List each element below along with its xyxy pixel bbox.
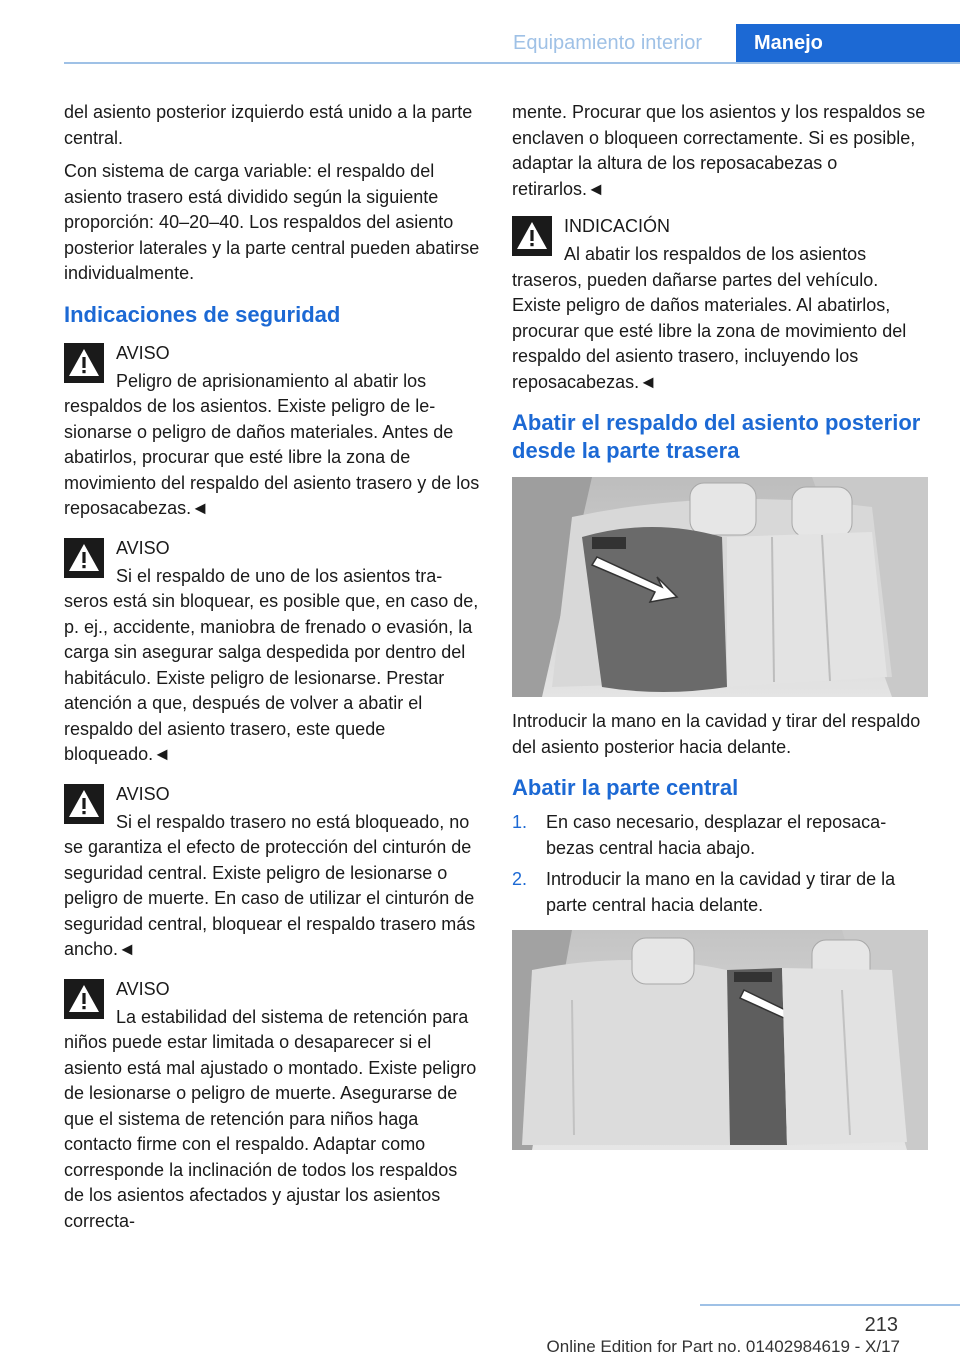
section-heading: Abatir la parte central: [512, 775, 739, 800]
header-chapter-tab[interactable]: Manejo: [736, 24, 960, 64]
section-heading: Abatir el respaldo del asiento posterior desde la parte trasera: [512, 410, 921, 463]
warning-notice: [64, 339, 480, 522]
warning-triangle-icon: [64, 538, 104, 578]
page-number: 213: [864, 1314, 898, 1336]
step-number: 1.: [512, 812, 528, 832]
center-section-illustration: [512, 930, 928, 1150]
notice-title: INDICACIÓN: [564, 216, 671, 236]
section-heading: Indicaciones de seguridad: [64, 301, 341, 327]
notice-title: AVISO: [116, 783, 170, 804]
notice-title: AVISO: [116, 978, 170, 999]
paragraph: del asiento posterior izquierdo está unido a la parte central.: [64, 102, 473, 148]
warning-triangle-icon: [512, 216, 552, 256]
paragraph: mente. Procurar que los asientos y los respaldos se enclaven o bloqueen correctamente. Si es posible, adaptar la altura de los reposacabezas o retirarlos.◄: [512, 102, 926, 199]
warning-notice: [64, 780, 480, 963]
step-text: Introducir la mano en la cavidad y tirar de la parte central hacia delante.: [546, 869, 896, 915]
footer-edition-text: Online Edition for Part no. 01402984619 - X/17: [546, 1337, 900, 1356]
notice-title: AVISO: [116, 342, 170, 363]
notice-body: Al abatir los respaldos de los asientos traseros, pueden dañarse partes del vehículo. Existe peligro de daños materiales. Al abatirlos, procurar que esté libre la zona de movimiento del respaldo del asiento trasero, incluyendo los reposacabezas.◄: [512, 244, 907, 392]
warning-notice: [64, 534, 480, 768]
warning-triangle-icon: [64, 979, 104, 1019]
warning-notice: [64, 975, 480, 1235]
rear-seat-backrest-illustration: [512, 477, 928, 697]
paragraph: Con sistema de carga variable: el respaldo del asiento trasero está dividido según la siguiente proporción: 40–20–40. Los respaldos del asiento posterior laterales y la parte central pueden abatirse individualmente.: [64, 161, 480, 283]
step-text: En caso necesario, desplazar el reposacabezas central hacia abajo.: [546, 812, 887, 858]
left-column: [64, 100, 480, 1246]
header-divider: [64, 62, 960, 64]
right-column: [512, 100, 928, 1162]
caution-notice: [512, 212, 928, 395]
notice-title: AVISO: [116, 537, 170, 558]
warning-triangle-icon: [64, 343, 104, 383]
step-number: 2.: [512, 869, 528, 889]
warning-triangle-icon: [64, 784, 104, 824]
list-item: [512, 810, 928, 861]
list-item: [512, 867, 928, 918]
notice-body: Si el respaldo trasero no está bloqueado, no se garantiza el efecto de protección del cinturón de seguridad central. Existe peligro de lesionarse o peligro de muerte. En caso de utilizar el cinturón de seguridad central, bloquear el respaldo trasero más ancho.◄: [64, 811, 476, 959]
seat-illustration-graphic: [512, 477, 928, 697]
notice-body: Si el respaldo de uno de los asientos traseros está sin bloquear, es posible que, en caso de, p. ej., accidente, maniobra de frenado o evasión, la carga sin asegurar salga despedida por dentro del habitáculo. Existe peligro de lesionarse. Prestar atención a que, después de volver a abatir el respaldo del asiento trasero, este quede bloqueado.◄: [64, 565, 479, 764]
footer-divider: [700, 1304, 960, 1306]
header-section-title: Equipamiento interior: [513, 32, 702, 54]
notice-body: La estabilidad del sistema de retención para niños puede estar limitada o desaparecer si el asiento está mal ajustado o montado. Existe peligro de lesionarse o peligro de muerte. Asegurarse de que el sistema de retención para niños haga contacto firme con el respaldo. Adaptar como corresponde la inclinación de todos los respaldos de los asientos afectados y ajustar los asientos correcta-: [64, 1006, 477, 1231]
steps-list: [512, 810, 928, 918]
notice-body: Peligro de aprisionamiento al abatir los respaldos de los asientos. Existe peligro de lesionarse o peligro de daños materiales. Antes de abatirlos, procurar que esté libre la zona de movimiento del respaldo del asiento trasero y de los reposacabezas.◄: [64, 370, 480, 518]
figure-caption: Introducir la mano en la cavidad y tirar del respaldo del asiento posterior hacia delante.: [512, 711, 921, 757]
center-seat-illustration-graphic: [512, 930, 928, 1150]
